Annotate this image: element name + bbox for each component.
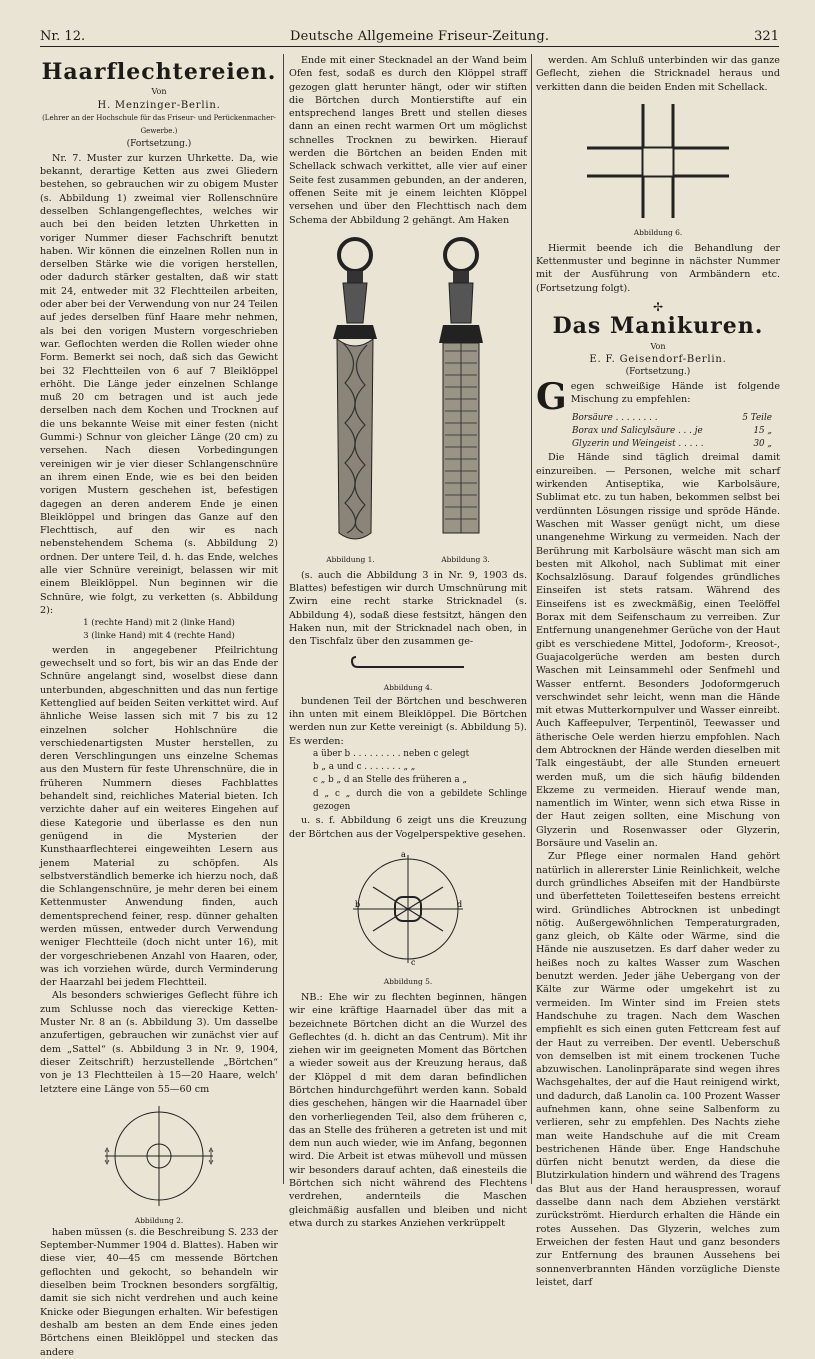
publication-title: Deutsche Allgemeine Friseur-Zeitung. (290, 29, 550, 44)
recipe-ingredient: Borax und Salicylsäure . . . je (572, 425, 703, 436)
column-1 (40, 54, 278, 1358)
recipe-amount: 15 „ (753, 425, 772, 436)
diagram-6-icon (583, 100, 733, 222)
paragraph: werden in angegebener Pfeilrichtung gewechselt und so fort, bis wir an das Ende der Schnüre angelangt sind, woselbst diese dann unterbunden, abgeschnitten und das nun fertige Kettenglied auf beiden Seiten verkittet wird. Auf ähnliche Weise lassen sich mit 7 bis zu 12 einzelnen solcher Hohlschnüre die verschiedenartigsten Muster herstellen, zu deren Verschlingungen uns einzelne Schemas aus den Mustern für feste Uhrenschnüre, die in früheren Nummern dieses Fachblattes behandelt sind, reichliches Material bieten. Ich verzichte daher auf ein weiteres Eingehen auf diese Kategorie und überlasse es den nun genügend in die Mysterien der Kunsthaarflechterei eingeweihten Lesern aus jenem Material zu schöpfen. Als selbstverständlich bemerke ich hierzu noch, daß die Schlangenschnüre, je mehr deren bei einem Kettenmuster Anwendung finden, auch dementsprechend feiner, resp. dünner gehalten werden müssen, entweder durch Verwendung weniger Flechtteile (doch nicht unter 16), mit der vorgeschriebenen Anzahl von Haaren, oder, was ich vorziehen würde, durch Verminderung der Haarzahl bei jedem Flechtteil. (40, 644, 278, 989)
paragraph: Als besonders schwieriges Geflecht führe ich zum Schlusse noch das viereckige Ketten-Muster Nr. 8 an (s. Abbildung 3). Um dasselbe anzufertigen, gebrauchen wir zunächst vier auf dem „Sattel“ (s. Abbildung 3 in Nr. 9, 1904, dieser Zeitschrift) herzustellende „Börtchen“ von je 13 Flechtteilen à 15—20 Haare, welch' letztere eine Länge von 55—60 cm (40, 990, 278, 1095)
continuation-note: (Fortsetzung.) (625, 367, 691, 378)
paragraph: (s. auch die Abbildung 3 in Nr. 9, 1903 ds. Blattes) befestigen wir durch Umschnürung mit Zwirn eine recht starke Stricknadel (s. Abbildung 4), sodaß diese festsitzt, hängen den Haken nun, mit der Stricknadel nach oben, in den Tischfalz über den zusammen ge- (289, 569, 527, 648)
paragraph: Die Hände sind täglich dreimal damit einzureiben. — Personen, welche mit scharf wirkenden Antiseptika, wie Karbolsäure, Sublimat etc. zu tun haben, bekommen selbst bei verdünnten Lösungen rissige und spröde Hände. Waschen mit Wasser genügt nicht, um diese unangenehme Wirkung zu vermeiden. Nach der Berührung mit Karbolsäure wäscht man sich am besten mit Alkohol, nach Sublimat mit einer Kochsalzlösung. Darauf folgendes gründliches Einseifen ist stets ratsam. Während des Einseifens ist es zweckmäßig, einen Teelöffel Borax mit dem Seifenschaum zu verreiben. Zur Entfernung unangenehmer Gerüche von der Haut gibt es verschiedene Mittel, Jodoform-, Kreosot-, Guajacolgerüche werden am besten durch Waschen mit Leinsammehl oder Senfmehl und Wasser entfernt. Besonders Jodoformgeruch verschwindet sehr leicht, wenn man die Hände mit etwas Mutterkornpulver und Wasser einreibt. Auch Kaffeepulver, Terpentinöl, Teewasser und ätherische Oele werden hierzu empfohlen. Nach dem Abtrocknen der Hände werden dieselben mit Talk eingestäubt, der alle Stunden erneuert werden muß, um die sich häufig bildenden Ekzeme zu vermeiden. Hierauf wende man, namentlich im Winter, wenn sich etwa Risse in der Haut zeigen sollten, eine Mischung von Glyzerin und Rosenwasser oder Glyzerin, Borsäure und Vaselin an. (536, 452, 780, 850)
figure-5 (343, 847, 473, 985)
paragraph: Nr. 7. Muster zur kurzen Uhrkette. Da, wie bekannt, derartige Ketten aus zwei Gliedern bestehen, so gebrauchen wir zu obigem Muster (s. Abbildung 1) zweimal vier Rollenschnüre desselben Schlangengeflechtes, welches wir auch bei den beiden letzten Uhrketten in voriger Nummer dieser Fachschrift benutzt haben. Wir können die einzelnen Rollen nun in derselben Stärke wie die vorigen herstellen, oder dadurch stärker gestalten, daß wir statt mit 24, entweder mit 32 Flechtteilen arbeiten, oder aber bei der Verwendung von nur 24 Teilen auf jedes derselben fünf Haare mehr nehmen, als bei den vorigen Mustern vorgeschrieben war. Geflochten werden die Rollen wieder ohne Form. Bemerkt sei noch, daß sich das Gewicht bei 32 Flechtteilen von 6 auf 7 Bleiklöppel erhöht. Die Länge jeder einzelnen Schlange muß 20 cm betragen und ist auch jede derselben nach dem Kochen und Trocknen auf die uns bekannte Weise mit einer festen (nicht Gummi-) Schnur von gleicher Länge (20 cm) zu versehen. Nach diesen Vorbedingungen vereinigen wir je vier dieser Schlangenschnüre an ihrem einen Ende, wie es bei den beiden vorigen Mustern geschehen ist, befestigen dagegen an deren anderem Ende je einen Bleiklöppel und bringen das Ganze auf den Flechttisch, auf den wir es nach nebenstehendem Schema (s. Abbildung 2) ordnen. Der untere Teil, d. h. das Ende, welches alle vier Schnüre vereinigt, belassen wir mit einem Bleiklöppel. Nun beginnen wir die Schnüre, wie folgt, zu verketten (s. Abbildung 2): (40, 152, 278, 616)
column-divider (531, 54, 532, 1184)
paragraph: Zur Pflege einer normalen Hand gehört natürlich in allererster Linie Reinlichkeit, welche durch gründliches Abseifen mit der Handbürste und überfetteten Toiletteseifen bestens erreicht wird. Gründliches Abtrocknen ist unbedingt nötig. Außergewöhnlichen Temperaturgraden, ganz gleich, ob Kälte oder Wärme, sind die Hände nie auszusetzen. Es darf daher weder zu heißes noch zu kaltes Wasser zum Waschen benutzt werden. Jeder jähe Uebergang von der Kälte zur Wärme oder umgekehrt ist zu vermeiden. Im Winter sind im Freien stets Handschuhe zu tragen. Nach dem Waschen empfiehlt es sich einen guten Fettcream fest auf der Haut zu verreiben. Der eventl. Ueberschuß von demselben ist mit einem trockenen Tuche abzuwischen. Lanolinpräparate sind wegen ihres Wachsgehaltes, der auf die Haut reinigend wirkt, und dadurch, daß Lanolin ca. 100 Prozent Wasser aufnehmen kann, ohne seine Salbenform zu verlieren, sehr zu empfehlen. Des Nachts ziehe man weite Handschuhe auf die mit Cream bestrichenen Hände über. Enge Handschuhe dürfen nicht benutzt werden, da diese die Blutzirkulation hindern und während des Tragens das Blut aus der Hand herauspressen, worauf dasselbe dann nach dem Abziehen verstärkt zurückströmt. Hierdurch erhalten die Hände ein rotes Aussehen. Das Glyzerin, welches zum Erweichen der festen Haut und ganz besonders zur Entfernung des braunen Aussehens bei sonnenverbrannten Händen vorzügliche Dienste leistet, darf (536, 851, 780, 1288)
braiding-steps-list (289, 748, 527, 814)
figure-caption: Abbildung 3. (441, 555, 490, 565)
paragraph: bundenen Teil der Börtchen und beschweren ihn unten mit einem Bleiklöppel. Die Börtchen werden nun zur Kette vereinigt (s. Abbildung 5). Es werden: (289, 695, 527, 747)
figure-caption: Abbildung 4. (383, 682, 433, 692)
pattern-line: 3 (linke Hand) mit 4 (rechte Hand) (83, 631, 235, 642)
watch-chain-illustration-icon (293, 233, 523, 549)
hook-needle-icon (348, 655, 468, 677)
recipe-ingredient: Glyzerin und Weingeist . . . . . (572, 439, 704, 450)
recipe-row (536, 438, 780, 451)
list-item: b „ a und c . . . . . . . „ „ (313, 762, 416, 773)
column-3 (536, 54, 780, 1288)
article-title: Haarflechtereien. (41, 59, 277, 85)
figure-caption: Abbildung 1. (326, 555, 375, 565)
recipe (536, 412, 780, 452)
intro-text: egen schweißige Hände ist folgende Mischung zu empfehlen: (570, 380, 780, 405)
paragraph: NB.: Ehe wir zu flechten beginnen, hängen wir eine kräftige Haarnadel über das mit a bezeichnete Börtchen dicht an die Wurzel des Geflechtes (d. h. dicht an das Centrum). Mit ihr ziehen wir im geeigneten Moment das Börtchen a wieder soweit aus der Kreuzung heraus, daß der Klöppel d mit dem daran befindlichen Börtchen hindurchgeführt werden kann. Sobald dies geschehen, hängen wir die Haarnadel über den vorherliegenden Teil, also dem früheren c, das an Stelle des früheren a getreten ist und mit dem nun auch wieder, wie im Anfang, begonnen wird. Die Arbeit ist etwas mühevoll und müssen wir besonders darauf achten, daß einesteils die Börtchen sich nicht während des Flechtens verdrehen, andernteils die Maschen gleichmäßig ausfallen und bleiben und nicht etwa durch zu starkes Anziehen verkrüppelt (289, 991, 527, 1229)
figure-caption: Abbildung 5. (383, 977, 433, 987)
figure-2 (99, 1102, 219, 1226)
recipe-ingredient: Borsäure . . . . . . . . (572, 412, 658, 423)
diagram-2-icon (99, 1102, 219, 1210)
paragraph: Ende mit einer Stecknadel an der Wand beim Ofen fest, sodaß es durch den Klöppel straff gezogen glatt herunter hängt, oder wir stiften die Börtchen durch Montierstifte auf ein entsprechend langes Brett und stellen dieses dann an einen recht warmen Ort um möglichst schnelles Trocknen zu bewirken. Hierauf werden die Börtchen an beiden Enden mit Schellack schwach verkittet, alle vier auf einer Seite fest zusammen gebunden, an der anderen, offenen Seite mit je einem leichten Klöppel versehen und über den Flechttisch nach dem Schema der Abbildung 2 gehängt. Am Haken (289, 55, 527, 226)
paragraph: u. s. f. Abbildung 6 zeigt uns die Kreuzung der Börtchen aus der Vogelperspektive gesehen. (289, 815, 527, 840)
list-item: d „ c „ durch die von a gebildete Schlinge gezogen (313, 788, 527, 813)
recipe-row (536, 425, 780, 438)
recipe-amount: 30 „ (753, 439, 772, 450)
author-name: H. Menzinger-Berlin. (97, 99, 221, 111)
author-affiliation: (Lehrer an der Hochschule für das Friseur- und Perückenmacher-Gewerbe.) (42, 113, 276, 136)
figure-caption: Abbildung 6. (633, 228, 683, 238)
paragraph: haben müssen (s. die Beschreibung S. 233 der September-Nummer 1904 d. Blattes). Haben wir diese vier, 40—45 cm messende Börtchen geflochten und gekocht, so behandeln wir dieselben beim Trocknen besonders sorgfältig, damit sie sich nicht verdrehen und auch keine Knicke oder Biegungen erhalten. Wir befestigen deshalb am besten an dem Ende eines jeden Börtchens einen Bleiklöppel und stecken das andere (40, 1226, 278, 1358)
label-a: a (401, 849, 406, 859)
header-rule (40, 46, 779, 47)
pattern-line: 1 (rechte Hand) mit 2 (linke Hand) (83, 618, 235, 629)
paragraph: werden. Am Schluß unterbinden wir das ganze Geflecht, ziehen die Stricknadel heraus und verkitten dann die beiden Enden mit Schellack. (536, 55, 780, 93)
label-c: c (411, 957, 416, 967)
figure-caption: Abbildung 2. (134, 1216, 184, 1226)
recipe-row (536, 412, 780, 425)
page-header (40, 22, 779, 44)
label-d: d (457, 899, 463, 909)
list-item: a über b . . . . . . . . . neben c gelegt (313, 748, 470, 759)
byline-von: Von (151, 87, 167, 97)
page-number: 321 (754, 29, 779, 44)
ornament-icon: ✢ (652, 300, 664, 315)
paragraph: Hiermit beende ich die Behandlung der Kettenmuster und beginne in nächster Nummer mit der Ausführung von Armbändern etc. (Fortsetzung folgt). (536, 242, 780, 294)
recipe-amount: 5 Teile (742, 412, 772, 423)
continuation-note: (Fortsetzung.) (126, 139, 192, 150)
drop-cap: G (536, 375, 567, 418)
issue-number: Nr. 12. (40, 29, 86, 44)
column-divider (283, 54, 284, 1184)
figure-6 (583, 100, 733, 236)
diagram-5-icon (343, 847, 473, 971)
byline-von: Von (650, 341, 666, 351)
label-b: b (355, 899, 361, 909)
figure-1-and-3 (293, 233, 523, 563)
list-item: c „ b „ d an Stelle des früheren a „ (313, 775, 468, 786)
author-name: E. F. Geisendorf-Berlin. (589, 353, 727, 365)
article-title: Das Manikuren. (552, 313, 764, 340)
column-2 (289, 54, 527, 1229)
figure-4 (348, 655, 468, 692)
